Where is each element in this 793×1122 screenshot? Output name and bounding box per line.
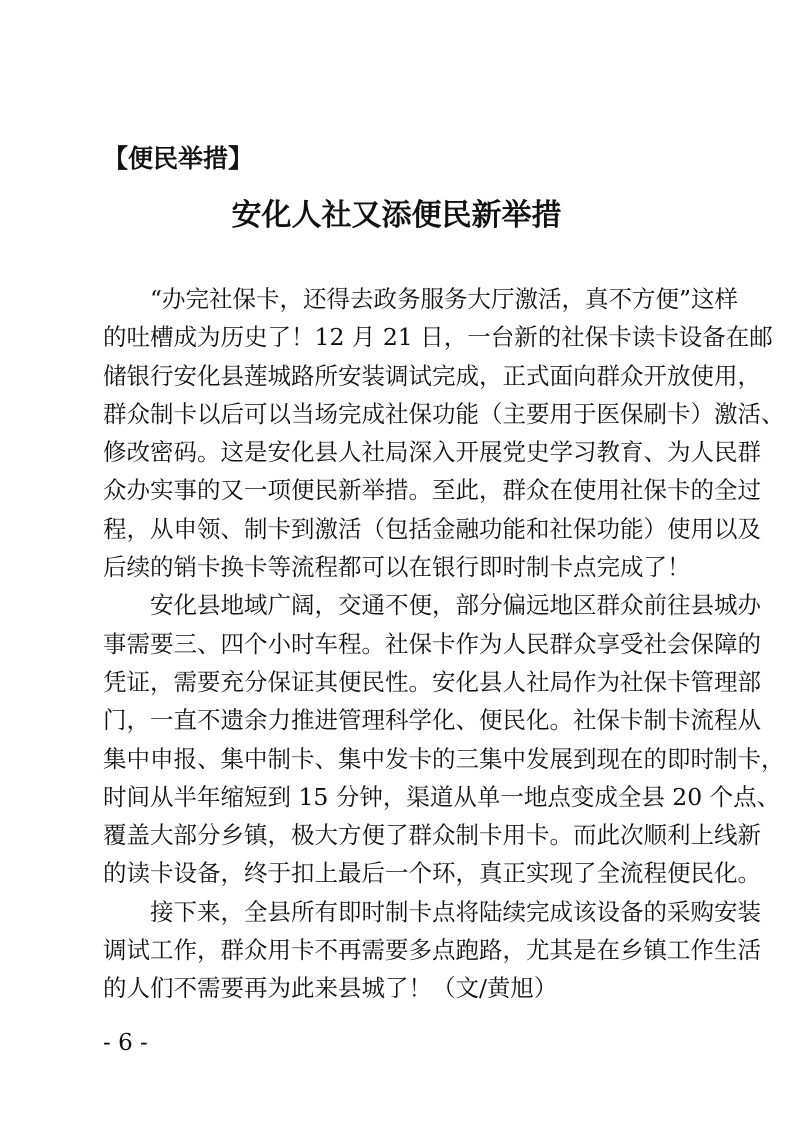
paragraph-line: 覆盖大部分乡镇，极大方便了群众制卡用卡。而此次顺利上线新 xyxy=(103,821,761,850)
page-number: - 6 - xyxy=(103,1030,148,1056)
paragraph-line: 调试工作，群众用卡不再需要多点跑路，尤其是在乡镇工作生活 xyxy=(103,936,761,965)
article-title: 安化人社又添便民新举措 xyxy=(231,198,562,233)
paragraph-line: 时间从半年缩短到 15 分钟，渠道从单一地点变成全县 20 个点、 xyxy=(103,782,781,811)
article-body xyxy=(103,280,785,1008)
paragraph-line: 群众制卡以后可以当场完成社保功能（主要用于医保刷卡）激活、 xyxy=(103,399,785,428)
paragraph-line: 事需要三、四个小时车程。社保卡作为人民群众享受社会保障的 xyxy=(103,629,761,658)
paragraph-line: 的吐槽成为历史了！12 月 21 日，一台新的社保卡读卡设备在邮 xyxy=(103,323,773,352)
paragraph-line: 众办实事的又一项便民新举措。至此，群众在使用社保卡的全过 xyxy=(103,476,761,505)
paragraph-line: 的人们不需要再为此来县城了！（文/黄旭） xyxy=(103,974,558,1003)
paragraph-line: 的读卡设备，终于扣上最后一个环，真正实现了全流程便民化。 xyxy=(103,859,761,888)
paragraph-line: 接下来，全县所有即时制卡点将陆续完成该设备的采购安装 xyxy=(150,897,761,926)
paragraph-line: 程，从申领、制卡到激活（包括金融功能和社保功能）使用以及 xyxy=(103,514,761,543)
paragraph-line: 安化县地域广阔，交通不便，部分偏远地区群众前往县城办 xyxy=(150,591,761,620)
paragraph-line: 储银行安化县莲城路所安装调试完成，正式面向群众开放使用， xyxy=(103,361,761,390)
paragraph-1 xyxy=(103,280,785,586)
section-tag: 【便民举措】 xyxy=(103,144,254,173)
paragraph-line: 门，一直不遗余力推进管理科学化、便民化。社保卡制卡流程从 xyxy=(103,706,761,735)
paragraph-line: 修改密码。这是安化县人社局深入开展党史学习教育、为人民群 xyxy=(103,438,761,467)
paragraph-2 xyxy=(103,586,785,892)
paragraph-line: “办完社保卡，还得去政务服务大厅激活，真不方便”这样 xyxy=(150,285,739,313)
paragraph-line: 凭证，需要充分保证其便民性。安化县人社局作为社保卡管理部 xyxy=(103,667,761,696)
paragraph-3 xyxy=(103,893,761,1008)
paragraph-line: 后续的销卡换卡等流程都可以在银行即时制卡点完成了！ xyxy=(103,553,691,582)
paragraph-line: 集中申报、集中制卡、集中发卡的三集中发展到现在的即时制卡， xyxy=(103,744,785,773)
